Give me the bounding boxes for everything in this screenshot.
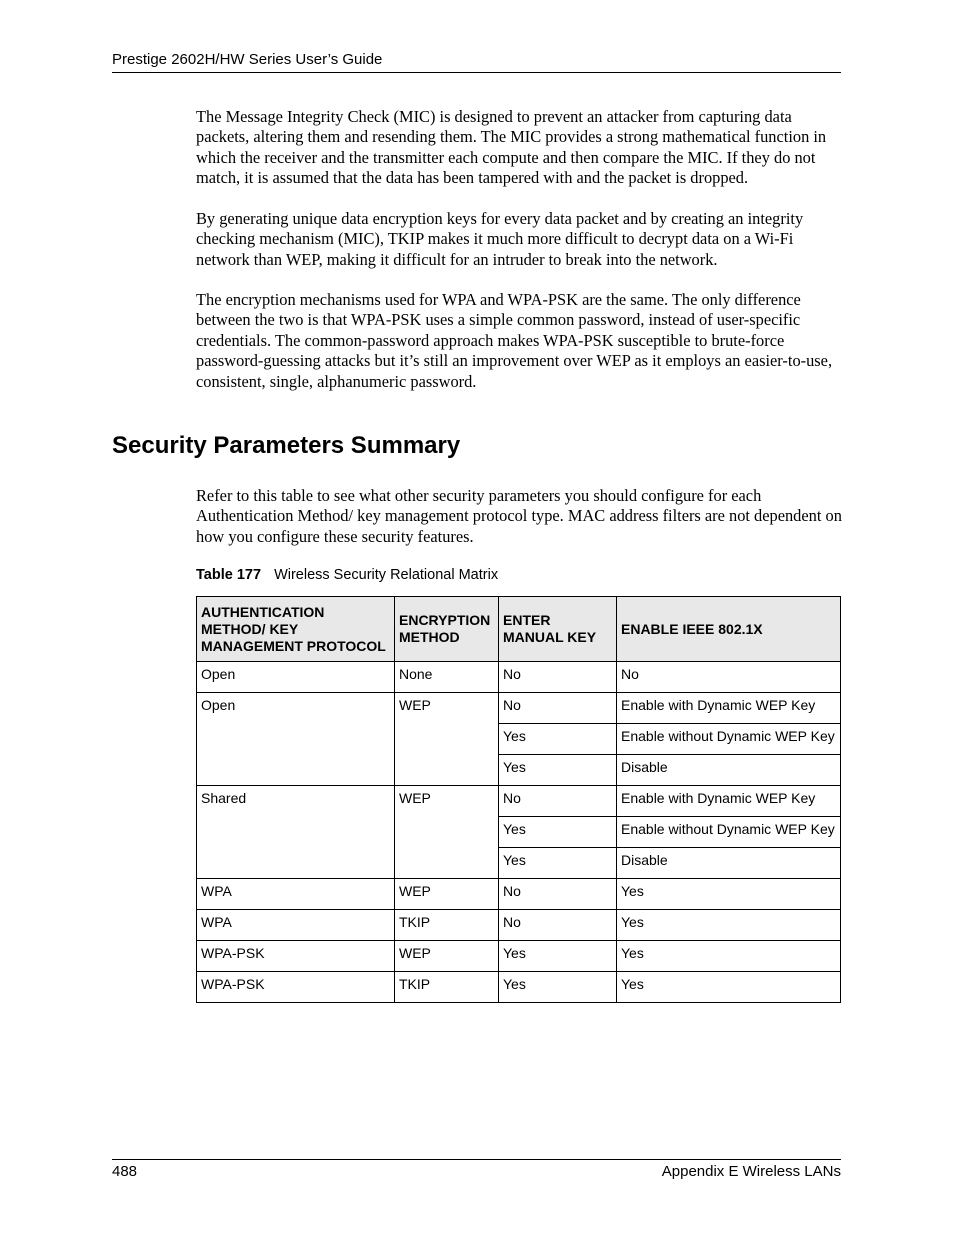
document-title: Prestige 2602H/HW Series User’s Guide — [112, 51, 383, 68]
cell-encryption: WEP — [395, 693, 499, 786]
cell-ieee: Yes — [617, 910, 841, 941]
header-auth-method: AUTHENTICATION METHOD/ KEY MANAGEMENT PROTOCOL — [197, 597, 395, 662]
cell-ieee: No — [617, 662, 841, 693]
cell-manual-key: Yes — [499, 848, 617, 879]
table-row — [197, 879, 841, 910]
table-row — [197, 941, 841, 972]
cell-ieee: Disable — [617, 848, 841, 879]
cell-manual-key: No — [499, 910, 617, 941]
paragraph-wpa-psk: The encryption mechanisms used for WPA and WPA-PSK are the same. The only difference between the two is that WPA-PSK uses a simple common password, instead of user-specific credentials. The common-password approach makes WPA-PSK susceptible to brute-force password-guessing attacks but it’s still an improvement over WEP as it employs an easier-to-use, consistent, single, alphanumeric password. — [196, 290, 833, 391]
table-header-row — [197, 597, 841, 662]
footer-section-name: Appendix E Wireless LANs — [661, 1163, 841, 1180]
cell-auth: Shared — [197, 786, 395, 879]
header-manual-key: ENTER MANUAL KEY — [499, 597, 617, 662]
paragraph-mic: The Message Integrity Check (MIC) is designed to prevent an attacker from capturing data packets, altering them and resending them. The MIC provides a strong mathematical function in which the receiver and the transmitter each compute and then compare the MIC. If they do not match, it is assumed that the data has been tampered with and the packet is dropped. — [196, 107, 827, 188]
cell-auth: WPA — [197, 910, 395, 941]
cell-auth: WPA-PSK — [197, 941, 395, 972]
cell-manual-key: Yes — [499, 817, 617, 848]
header-ieee-8021x: ENABLE IEEE 802.1X — [617, 597, 841, 662]
table-row — [197, 972, 841, 1003]
cell-auth: Open — [197, 693, 395, 786]
section-intro: Refer to this table to see what other security parameters you should configure for each Authentication Method/ key management protocol type. MAC address filters are not dependent on how you configure these security features. — [196, 486, 842, 546]
cell-ieee: Enable with Dynamic WEP Key — [617, 693, 841, 724]
header-encryption-method: ENCRYPTION METHOD — [395, 597, 499, 662]
cell-manual-key: Yes — [499, 755, 617, 786]
table-caption — [196, 566, 498, 584]
paragraph-tkip: By generating unique data encryption keys for every data packet and by creating an integrity checking mechanism (MIC), TKIP makes it much more difficult to decrypt data on a Wi-Fi network than WEP, making it difficult for an intruder to break into the network. — [196, 209, 804, 269]
cell-encryption: WEP — [395, 879, 499, 910]
cell-auth: WPA — [197, 879, 395, 910]
cell-ieee: Enable with Dynamic WEP Key — [617, 786, 841, 817]
running-header — [112, 51, 841, 73]
cell-ieee: Enable without Dynamic WEP Key — [617, 724, 841, 755]
cell-ieee: Disable — [617, 755, 841, 786]
cell-manual-key: No — [499, 693, 617, 724]
cell-manual-key: Yes — [499, 972, 617, 1003]
cell-auth: WPA-PSK — [197, 972, 395, 1003]
cell-encryption: TKIP — [395, 972, 499, 1003]
cell-manual-key: Yes — [499, 724, 617, 755]
cell-encryption: None — [395, 662, 499, 693]
cell-manual-key: No — [499, 879, 617, 910]
cell-ieee: Yes — [617, 879, 841, 910]
running-footer — [112, 1159, 841, 1181]
cell-encryption: WEP — [395, 786, 499, 879]
table-row — [197, 910, 841, 941]
cell-ieee: Enable without Dynamic WEP Key — [617, 817, 841, 848]
cell-encryption: WEP — [395, 941, 499, 972]
table-row — [197, 693, 841, 724]
table-caption-title: Wireless Security Relational Matrix — [274, 567, 499, 583]
cell-ieee: Yes — [617, 972, 841, 1003]
cell-encryption: TKIP — [395, 910, 499, 941]
cell-auth: Open — [197, 662, 395, 693]
table-row — [197, 786, 841, 817]
section-heading: Security Parameters Summary — [112, 432, 461, 459]
cell-manual-key: Yes — [499, 941, 617, 972]
cell-manual-key: No — [499, 786, 617, 817]
table-row — [197, 662, 841, 693]
cell-ieee: Yes — [617, 941, 841, 972]
page-number: 488 — [112, 1163, 138, 1180]
table-caption-label: Table 177 — [196, 567, 262, 583]
security-matrix-table — [196, 596, 841, 1003]
cell-manual-key: No — [499, 662, 617, 693]
